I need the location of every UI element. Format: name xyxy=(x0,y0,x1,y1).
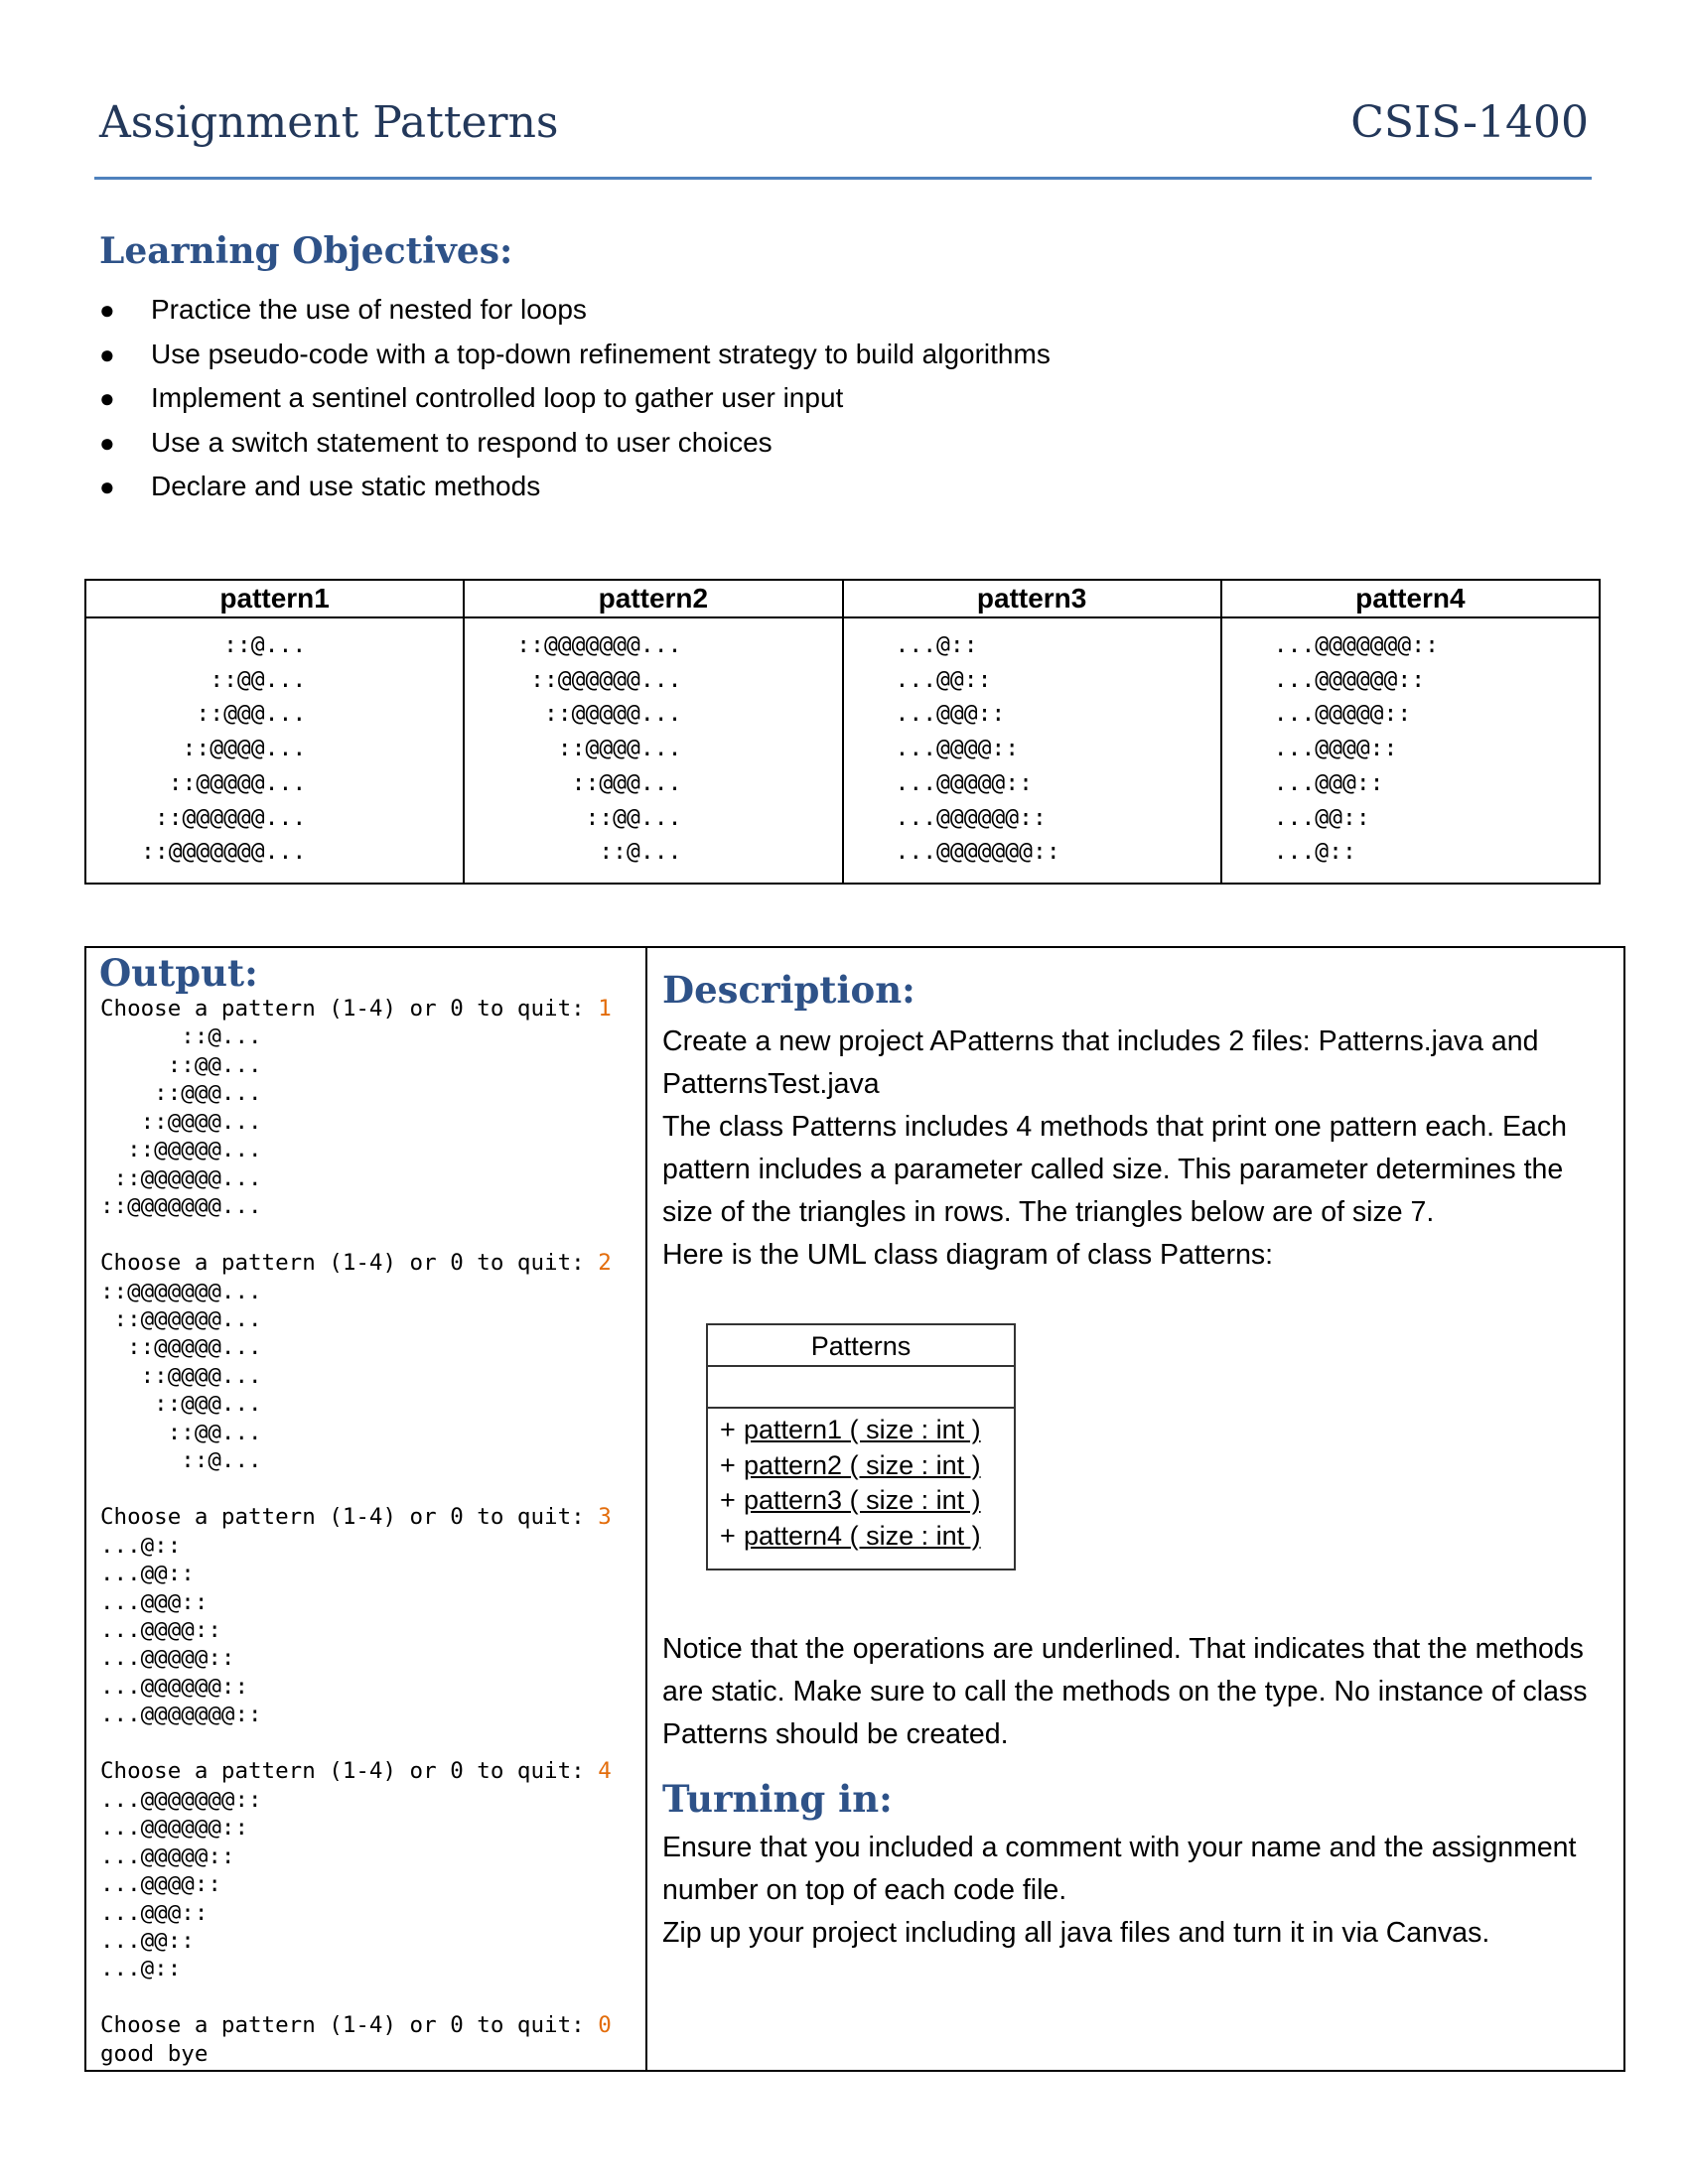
bullet-icon: ● xyxy=(99,427,115,458)
uml-operation xyxy=(720,1519,1014,1555)
console-result: ...@@@@@@@:: ...@@@@@@:: ...@@@@@:: ...@@@@:: ...@@@:: ...@@:: ...@:: xyxy=(100,1786,262,1982)
pattern3-output: ...@:: ...@@:: ...@@@:: ...@@@@:: ...@@@@@:: ...@@@@@@:: ...@@@@@@@:: xyxy=(895,632,1060,866)
pattern3-header: pattern3 xyxy=(843,580,1221,617)
learning-objectives-heading: Learning Objectives: xyxy=(99,230,513,272)
table-header-row xyxy=(85,580,1600,617)
table-row xyxy=(85,617,1600,884)
pattern2-header: pattern2 xyxy=(464,580,842,617)
static-methods-note xyxy=(662,1628,1611,1756)
objective-item xyxy=(99,376,1051,421)
details-box xyxy=(84,946,1625,2072)
console-input: 3 xyxy=(598,1504,612,1531)
uml-operation-signature: pattern4 ( size : int ) xyxy=(744,1520,981,1551)
description-intro: Create a new project APatterns that includes 2 files: Patterns.java and PatternsTest.java xyxy=(662,1025,1539,1100)
uml-operation-signature: pattern2 ( size : int ) xyxy=(744,1449,981,1480)
objective-text: Implement a sentinel controlled loop to gather user input xyxy=(151,382,844,413)
objective-text: Use a switch statement to respond to user choices xyxy=(151,426,773,458)
output-panel xyxy=(86,948,647,2070)
console-result: good bye xyxy=(100,2040,209,2067)
description-panel xyxy=(662,948,1616,2070)
objective-item xyxy=(99,421,1051,466)
pattern2-cell xyxy=(464,617,842,884)
patterns-table xyxy=(84,579,1601,885)
objective-item xyxy=(99,333,1051,377)
console-prompt: Choose a pattern (1-4) or 0 to quit: xyxy=(100,996,599,1022)
uml-operation-signature: pattern1 ( size : int ) xyxy=(744,1415,981,1444)
description-text xyxy=(662,1021,1611,1277)
console-prompt: Choose a pattern (1-4) or 0 to quit: xyxy=(100,1504,599,1531)
objective-text: Declare and use static methods xyxy=(151,471,541,501)
console-input: 2 xyxy=(598,1250,612,1277)
document-title: Assignment Patterns xyxy=(99,97,559,148)
turning-in-line: Zip up your project including all java files and turn it in via Canvas. xyxy=(662,1917,1490,1949)
bullet-icon: ● xyxy=(99,339,115,369)
console-prompt: Choose a pattern (1-4) or 0 to quit: xyxy=(100,1250,599,1277)
uml-class-diagram xyxy=(706,1323,1016,1570)
console-result: ::@... ::@@... ::@@@... ::@@@@... ::@@@@@... ::@@@@@@... ::@@@@@@@... xyxy=(100,1024,262,1220)
learning-objectives-list xyxy=(99,288,1051,509)
course-code: CSIS-1400 xyxy=(1350,97,1589,148)
note-text: Notice that the operations are underlined. That indicates that the methods are static. Make sure to call the methods on the type. No instance of class Patterns should be created. xyxy=(662,1633,1588,1750)
turning-in-line: Ensure that you included a comment with your name and the assignment number on top of each code file. xyxy=(662,1832,1577,1906)
console-input: 1 xyxy=(598,996,612,1022)
uml-class-name: Patterns xyxy=(708,1325,1014,1367)
console-input: 0 xyxy=(598,2012,612,2039)
uml-visibility: + xyxy=(720,1485,736,1515)
pattern4-cell xyxy=(1221,617,1600,884)
bullet-icon: ● xyxy=(99,383,115,413)
pattern4-header: pattern4 xyxy=(1221,580,1600,617)
description-detail: The class Patterns includes 4 methods that print one pattern each. Each pattern includes a parameter called size. This parameter determines the size of the triangles in rows. The triangles below are of size 7. xyxy=(662,1111,1567,1228)
uml-operation xyxy=(720,1448,1014,1484)
header-divider xyxy=(94,177,1592,180)
uml-operation xyxy=(720,1483,1014,1519)
bullet-icon: ● xyxy=(99,472,115,501)
objective-item xyxy=(99,465,1051,509)
uml-operation-signature: pattern3 ( size : int ) xyxy=(744,1485,981,1515)
uml-operations-list xyxy=(708,1409,1014,1554)
uml-intro: Here is the UML class diagram of class Patterns: xyxy=(662,1239,1274,1271)
console-output xyxy=(100,995,612,2068)
console-prompt: Choose a pattern (1-4) or 0 to quit: xyxy=(100,1758,599,1785)
uml-visibility: + xyxy=(720,1449,736,1480)
objective-item xyxy=(99,288,1051,333)
uml-visibility: + xyxy=(720,1520,736,1551)
page-header xyxy=(94,97,1589,157)
pattern1-output: ::@... ::@@... ::@@@... ::@@@@... ::@@@@@... ::@@@@@@... ::@@@@@@@... xyxy=(141,632,307,866)
pattern1-header: pattern1 xyxy=(85,580,464,617)
objective-text: Practice the use of nested for loops xyxy=(151,294,587,325)
objective-text: Use pseudo-code with a top-down refinement strategy to build algorithms xyxy=(151,338,1051,369)
uml-attributes-section xyxy=(708,1367,1014,1409)
turning-in-heading: Turning in: xyxy=(662,1777,893,1821)
uml-operation xyxy=(720,1413,1014,1448)
uml-visibility: + xyxy=(720,1415,736,1444)
bullet-icon: ● xyxy=(99,295,115,325)
console-result: ...@:: ...@@:: ...@@@:: ...@@@@:: ...@@@@@:: ...@@@@@@:: ...@@@@@@@:: xyxy=(100,1532,262,1728)
pattern1-cell xyxy=(85,617,464,884)
pattern4-output: ...@@@@@@@:: ...@@@@@@:: ...@@@@@:: ...@@@@:: ...@@@:: ...@@:: ...@:: xyxy=(1273,632,1439,866)
console-prompt: Choose a pattern (1-4) or 0 to quit: xyxy=(100,2012,599,2039)
output-heading: Output: xyxy=(99,951,258,995)
pattern2-output: ::@@@@@@@... ::@@@@@@... ::@@@@@... ::@@@@... ::@@@... ::@@... ::@... xyxy=(516,632,682,866)
pattern3-cell xyxy=(843,617,1221,884)
console-input: 4 xyxy=(598,1758,612,1785)
turning-in-text xyxy=(662,1827,1611,1955)
console-result: ::@@@@@@@... ::@@@@@@... ::@@@@@... ::@@@@... ::@@@... ::@@... ::@... xyxy=(100,1278,262,1474)
description-heading: Description: xyxy=(662,968,915,1012)
